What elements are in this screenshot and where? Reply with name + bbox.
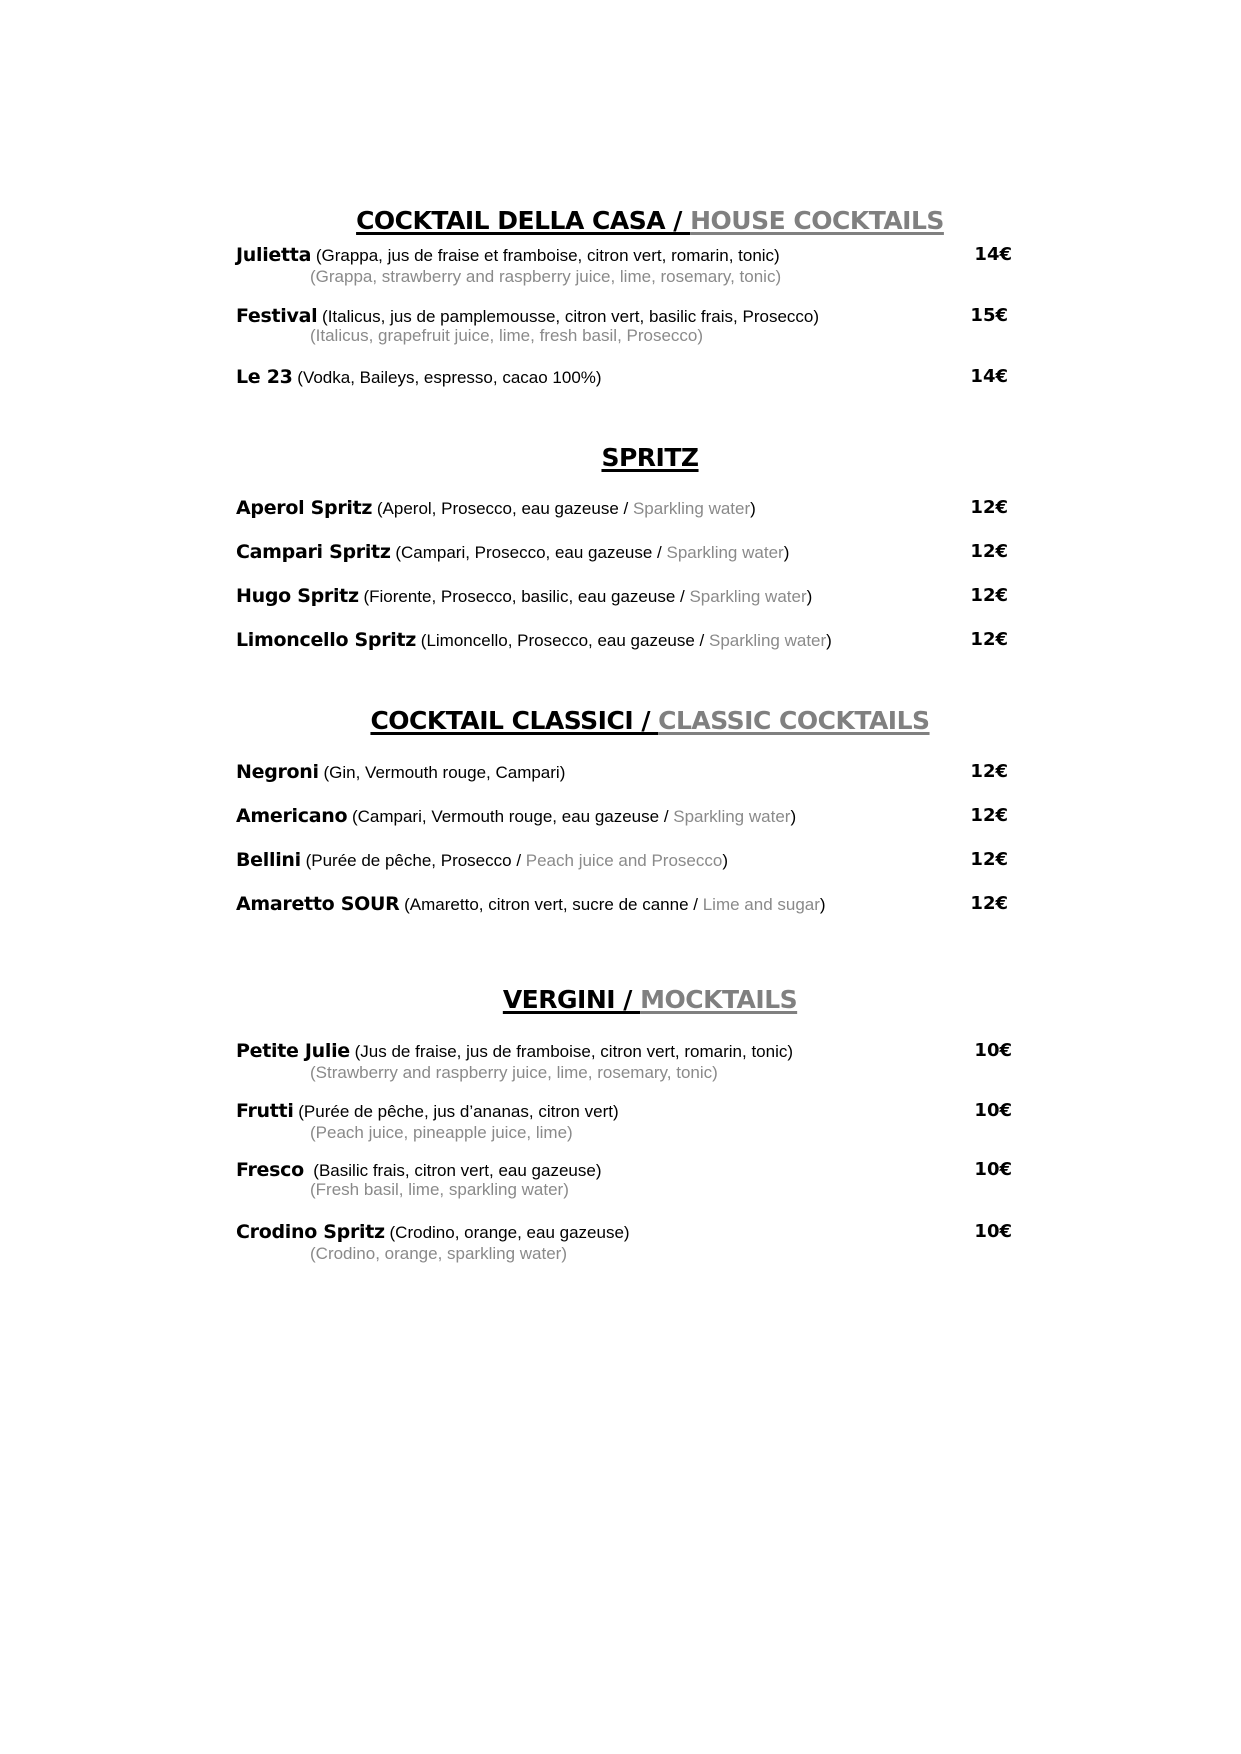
item-name: Aperol Spritz (236, 497, 373, 519)
item-price: 12€ (970, 629, 1008, 650)
item-price: 15€ (970, 305, 1008, 326)
menu-item (236, 1159, 1016, 1198)
section-title-fr: COCKTAIL DELLA CASA / (356, 206, 691, 235)
item-description-close: ) (806, 587, 813, 606)
menu-item (236, 1040, 1016, 1083)
item-description: (Aperol, Prosecco, eau gazeuse / (372, 499, 633, 518)
menu-item (236, 585, 1016, 608)
item-description-close: ) (790, 807, 797, 826)
section-title-fr: VERGINI / (502, 985, 641, 1014)
item-description: (Basilic frais, citron vert, eau gazeuse) (303, 1161, 602, 1180)
item-description: (Purée de pêche, Prosecco / (300, 851, 526, 870)
item-description: (Crodino, orange, eau gazeuse) (384, 1223, 630, 1242)
menu-item (236, 244, 1016, 287)
section-title-fr: COCKTAIL CLASSICI / (370, 706, 659, 735)
section-title-fr: SPRITZ (601, 443, 699, 472)
item-name: Negroni (236, 761, 319, 783)
item-price: 12€ (970, 849, 1008, 870)
item-price: 14€ (970, 366, 1008, 387)
item-translation: (Italicus, grapefruit juice, lime, fresh basil, Prosecco) (310, 326, 704, 345)
item-description-en: Sparkling water (632, 499, 751, 518)
item-description: (Grappa, jus de fraise et framboise, citron vert, romarin, tonic) (311, 246, 780, 265)
item-price: 10€ (974, 1100, 1012, 1121)
menu-item (236, 849, 1016, 872)
menu-item (236, 805, 1016, 828)
item-description: (Amaretto, citron vert, sucre de canne / (399, 895, 703, 914)
item-description-en: Sparkling water (666, 543, 784, 562)
menu-item (236, 893, 1016, 916)
menu-item (236, 1100, 1016, 1143)
item-price: 12€ (970, 497, 1008, 518)
item-translation: (Fresh basil, lime, sparkling water) (310, 1180, 569, 1199)
item-price: 12€ (970, 541, 1008, 562)
item-description-close: ) (826, 631, 832, 650)
item-name: Frutti (236, 1100, 294, 1122)
item-translation: (Strawberry and raspberry juice, lime, rosemary, tonic) (310, 1063, 718, 1082)
menu-item (236, 366, 1016, 389)
item-description: (Italicus, jus de pamplemousse, citron vert, basilic frais, Prosecco) (317, 307, 820, 326)
item-description-close: ) (783, 543, 790, 562)
section-title-en: MOCKTAILS (640, 985, 798, 1014)
item-description-close: ) (819, 895, 826, 914)
item-price: 12€ (970, 761, 1008, 782)
item-name: Bellini (236, 849, 301, 871)
item-description: (Fiorente, Prosecco, basilic, eau gazeuse / (358, 587, 690, 606)
section-title-mocktails (0, 985, 1241, 1014)
menu-item (236, 629, 1016, 652)
item-translation: (Crodino, orange, sparkling water) (310, 1244, 568, 1263)
item-price: 14€ (974, 244, 1012, 265)
item-name: Campari Spritz (236, 541, 391, 563)
item-description-en: Peach juice and Prosecco (525, 851, 723, 870)
item-description: (Jus de fraise, jus de framboise, citron vert, romarin, tonic) (349, 1042, 794, 1061)
item-price: 10€ (974, 1221, 1012, 1242)
section-title-classic-cocktails (0, 706, 1241, 735)
item-name: Le 23 (236, 366, 293, 388)
item-price: 10€ (974, 1040, 1012, 1061)
item-name: Fresco (236, 1159, 304, 1181)
item-name: Festival (236, 305, 318, 327)
item-translation: (Peach juice, pineapple juice, lime) (310, 1123, 573, 1142)
section-title-spritz (0, 443, 1241, 472)
item-description-en: Sparkling water (689, 587, 807, 606)
section-title-en: CLASSIC COCKTAILS (658, 706, 930, 735)
item-name: Petite Julie (236, 1040, 350, 1062)
item-description-en: Sparkling water (709, 631, 827, 650)
menu-item (236, 497, 1016, 520)
item-name: Limoncello Spritz (236, 629, 417, 651)
item-name: Amaretto SOUR (236, 893, 400, 915)
item-description: (Campari, Vermouth rouge, eau gazeuse / (347, 807, 674, 826)
item-price: 12€ (970, 893, 1008, 914)
item-price: 12€ (970, 585, 1008, 606)
item-description-en: Lime and sugar (702, 895, 820, 914)
item-description-en: Sparkling water (673, 807, 791, 826)
section-title-house-cocktails (0, 206, 1241, 235)
item-description: (Gin, Vermouth rouge, Campari) (318, 763, 566, 782)
item-price: 10€ (974, 1159, 1012, 1180)
item-translation: (Grappa, strawberry and raspberry juice, lime, rosemary, tonic) (310, 267, 782, 286)
item-name: Julietta (236, 244, 312, 266)
item-description-close: ) (722, 851, 728, 870)
item-description: (Campari, Prosecco, eau gazeuse / (390, 543, 667, 562)
item-description: (Vodka, Baileys, espresso, cacao 100%) (292, 368, 602, 387)
item-name: Hugo Spritz (236, 585, 359, 607)
menu-item (236, 1221, 1016, 1264)
menu-item (236, 305, 1016, 344)
item-description: (Purée de pêche, jus d’ananas, citron vert) (293, 1102, 619, 1121)
menu-item (236, 541, 1016, 564)
menu-item (236, 761, 1016, 784)
item-name: Americano (236, 805, 348, 827)
item-description: (Limoncello, Prosecco, eau gazeuse / (416, 631, 709, 650)
item-name: Crodino Spritz (236, 1221, 385, 1243)
section-title-en: HOUSE COCKTAILS (690, 206, 944, 235)
item-price: 12€ (970, 805, 1008, 826)
item-description-close: ) (750, 499, 756, 518)
